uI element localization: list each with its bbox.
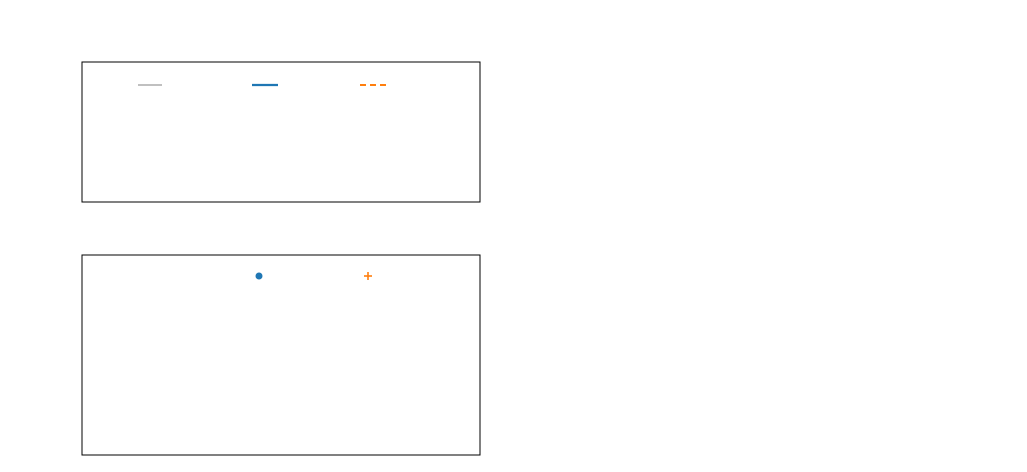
bottom-legend xyxy=(256,272,373,280)
bottom-plot-frame xyxy=(82,255,480,455)
legend-sigma-1-16-marker xyxy=(364,272,372,280)
bottom-panel xyxy=(0,0,480,455)
top-plot-frame xyxy=(82,62,480,202)
legend-sigma-1-4-marker xyxy=(256,273,263,280)
top-panel xyxy=(0,0,480,202)
figure-2 xyxy=(0,0,512,472)
